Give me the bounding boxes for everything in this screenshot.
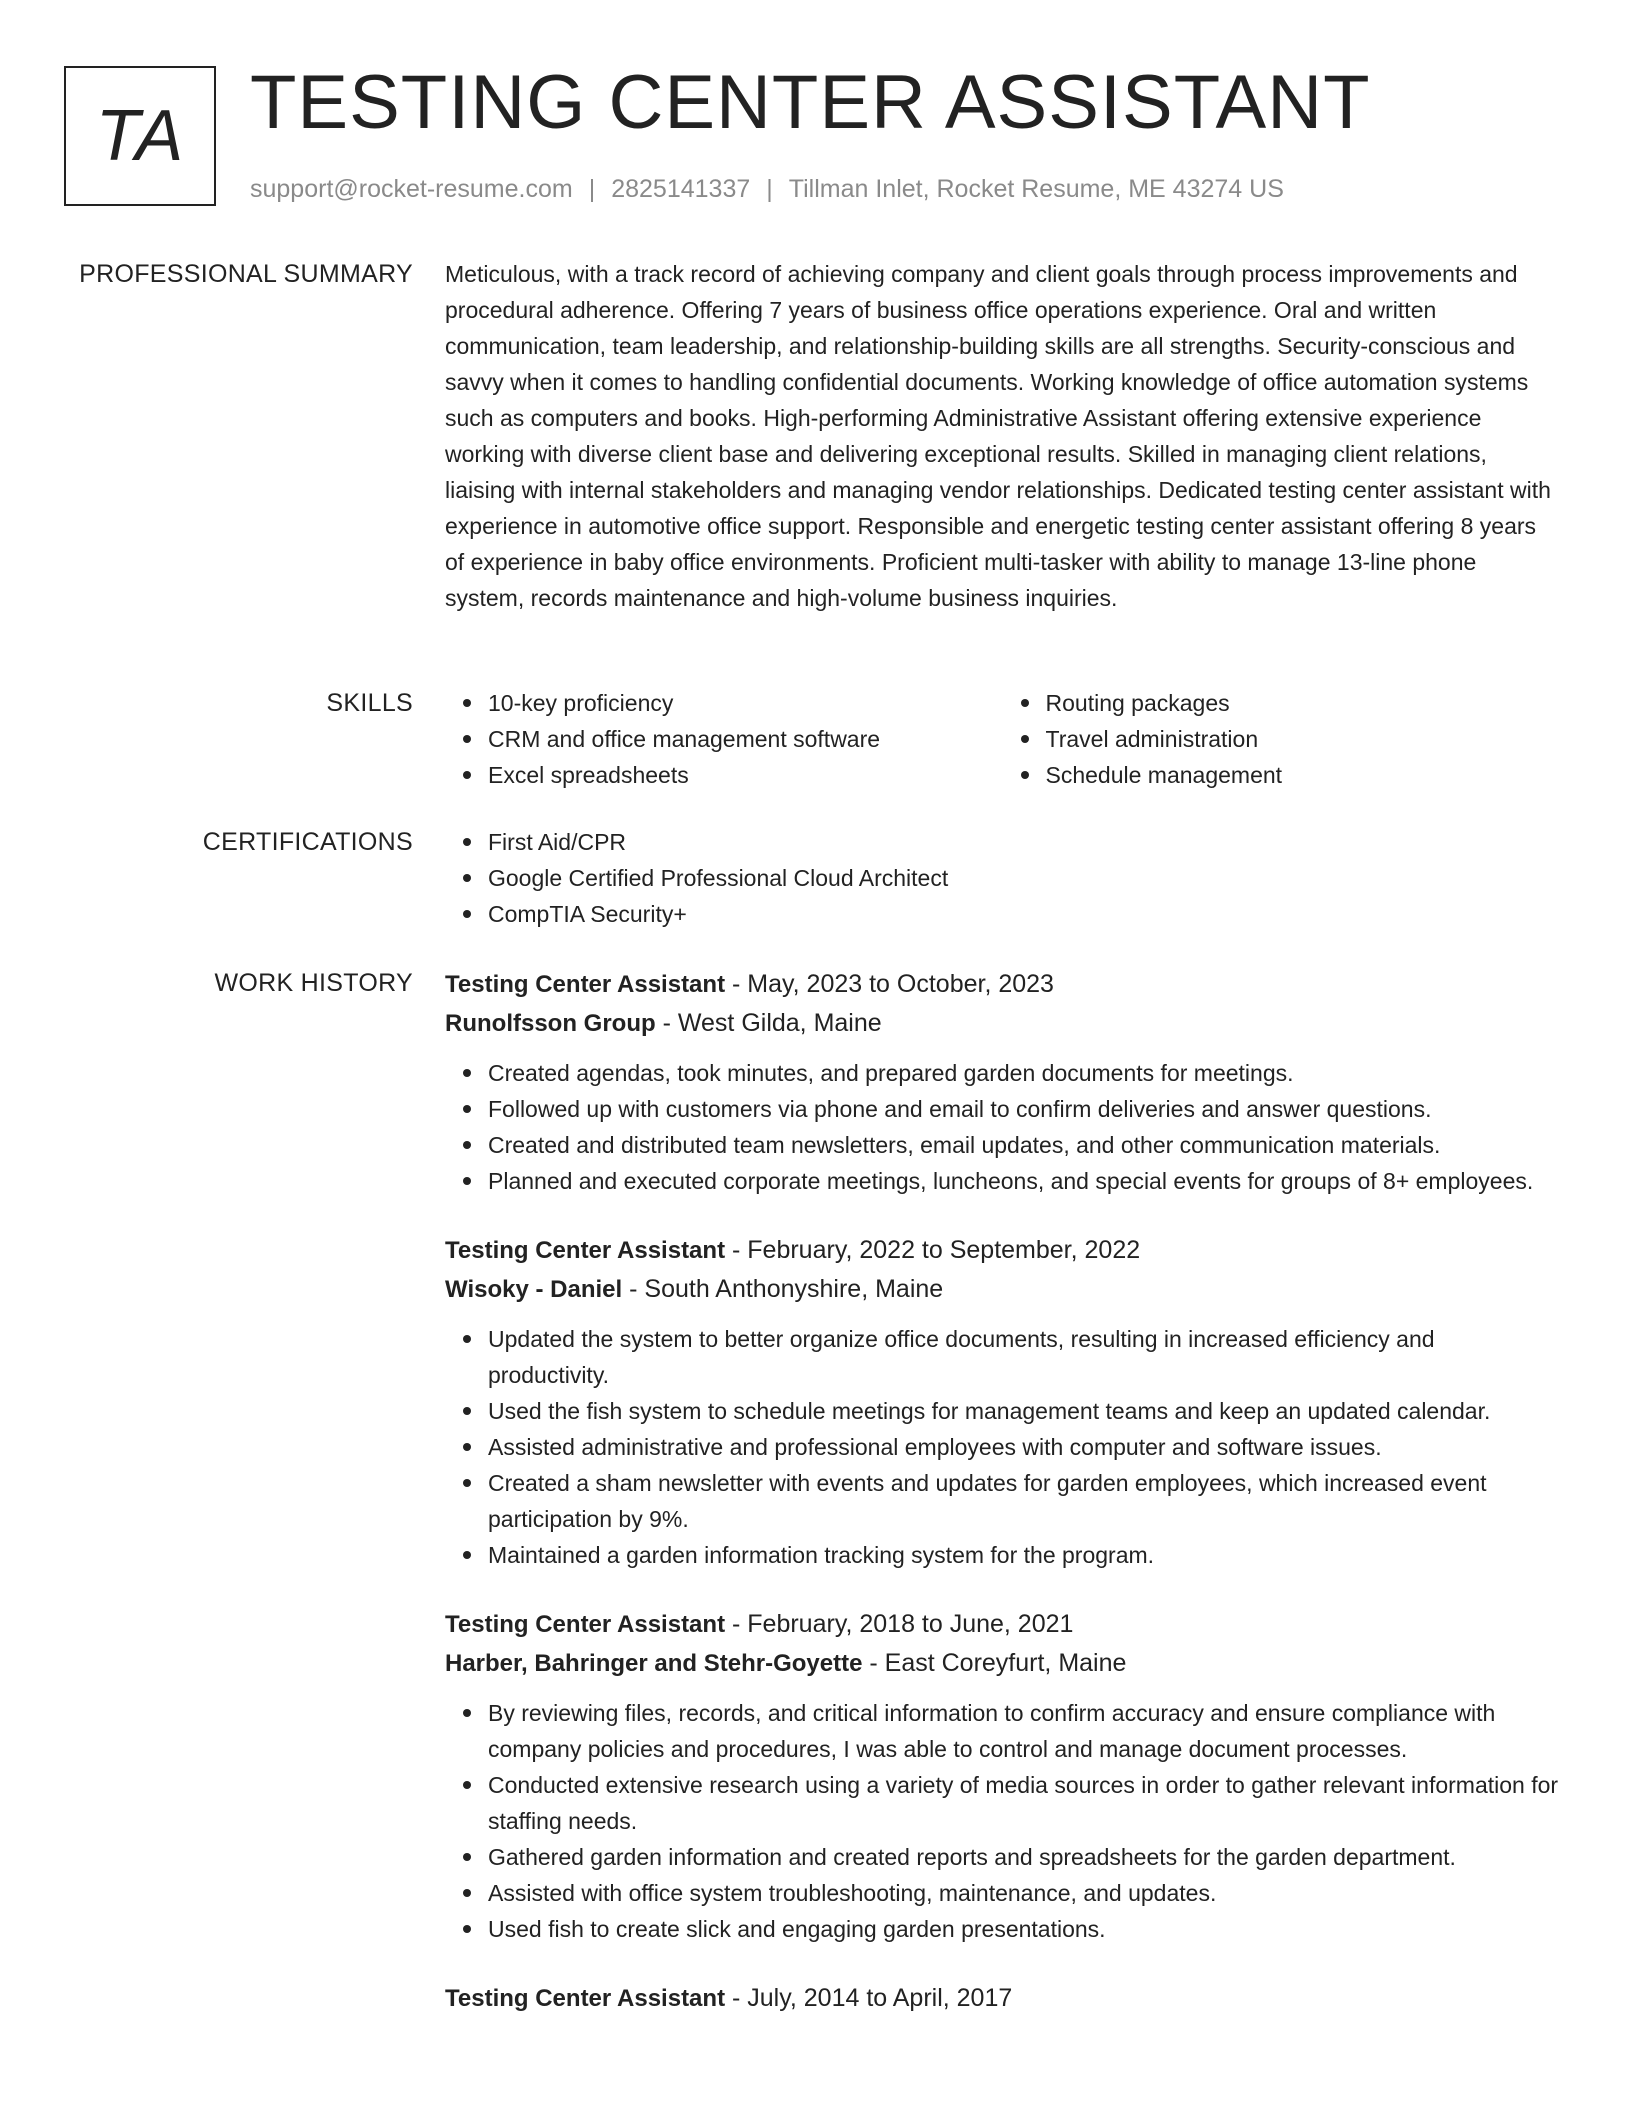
certifications-list bbox=[445, 824, 1560, 932]
job-dates: - May, 2023 to October, 2023 bbox=[725, 970, 1054, 998]
job-company-line bbox=[445, 1270, 1560, 1309]
certification-item: Google Certified Professional Cloud Architect bbox=[488, 860, 1560, 896]
job-entry bbox=[445, 1605, 1560, 1947]
skill-item: 10-key proficiency bbox=[488, 685, 1003, 721]
job-bullet: Conducted extensive research using a variety of media sources in order to gather relevant information for staffing needs. bbox=[488, 1767, 1560, 1839]
job-bullet: Created a sham newsletter with events and updates for garden employees, which increased event participation by 9%. bbox=[488, 1465, 1560, 1537]
job-location: - East Coreyfurt, Maine bbox=[862, 1649, 1127, 1677]
monogram-box bbox=[64, 66, 216, 206]
job-title: Testing Center Assistant bbox=[445, 1611, 726, 1638]
skills-heading: SKILLS bbox=[326, 689, 413, 717]
skill-item: Excel spreadsheets bbox=[488, 757, 1003, 793]
job-bullet: Assisted administrative and professional employees with computer and software issues. bbox=[488, 1429, 1560, 1465]
candidate-name: TESTING CENTER ASSISTANT bbox=[250, 60, 1371, 145]
job-title: Testing Center Assistant bbox=[445, 1237, 726, 1264]
skills-list-left bbox=[445, 685, 1003, 793]
skill-item: CRM and office management software bbox=[488, 721, 1003, 757]
contact-email: support@rocket-resume.com bbox=[250, 175, 573, 203]
job-entry bbox=[445, 1979, 1560, 2018]
job-bullets bbox=[445, 1695, 1560, 1947]
job-company: Wisoky - Daniel bbox=[445, 1276, 623, 1303]
contact-separator: | bbox=[766, 175, 773, 203]
job-company: Harber, Bahringer and Stehr-Goyette bbox=[445, 1650, 863, 1677]
skill-item: Travel administration bbox=[1046, 721, 1561, 757]
contact-separator: | bbox=[588, 175, 596, 203]
monogram-initials: TA bbox=[95, 96, 185, 176]
job-bullet: Used the fish system to schedule meetings for management teams and keep an updated calendar. bbox=[488, 1393, 1560, 1429]
summary-heading: PROFESSIONAL SUMMARY bbox=[79, 260, 413, 288]
job-bullet: Assisted with office system troubleshooting, maintenance, and updates. bbox=[488, 1875, 1560, 1911]
job-entry bbox=[445, 1231, 1560, 1573]
job-bullet: Created and distributed team newsletters, email updates, and other communication materials. bbox=[488, 1127, 1560, 1163]
summary-text: Meticulous, with a track record of achieving company and client goals through process improvements and procedural adherence. Offering 7 years of business office operations experience. Oral and written communication, team leadership, and relationship-building skills are all strengths. Security-conscious and savvy when it comes to handling confidential documents. Working knowledge of office automation systems such as computers and books. High-performing Administrative Assistant offering extensive experience working with diverse client base and delivering exceptional results. Skilled in managing client relations, liaising with internal stakeholders and managing vendor relationships. Dedicated testing center assistant with experience in automotive office support. Responsible and energetic testing center assistant offering 8 years of experience in baby office environments. Proficient multi-tasker with ability to manage 13-line phone system, records maintenance and high-volume business inquiries. bbox=[445, 261, 1551, 611]
job-title-line bbox=[445, 1979, 1560, 2018]
job-bullet: Followed up with customers via phone and email to confirm deliveries and answer questions. bbox=[488, 1091, 1560, 1127]
job-bullet: By reviewing files, records, and critical information to confirm accuracy and ensure compliance with company policies and procedures, I was able to control and manage document processes. bbox=[488, 1695, 1560, 1767]
job-location: - West Gilda, Maine bbox=[655, 1009, 882, 1037]
job-bullets bbox=[445, 1321, 1560, 1573]
job-location: - South Anthonyshire, Maine bbox=[622, 1275, 944, 1303]
job-title-line bbox=[445, 965, 1560, 1004]
skill-item: Routing packages bbox=[1046, 685, 1561, 721]
job-company-line bbox=[445, 1644, 1560, 1683]
job-bullet: Updated the system to better organize office documents, resulting in increased efficiency and productivity. bbox=[488, 1321, 1560, 1393]
job-title-line bbox=[445, 1231, 1560, 1270]
job-title: Testing Center Assistant bbox=[445, 1985, 726, 2012]
certifications-heading: CERTIFICATIONS bbox=[202, 828, 413, 856]
job-bullet: Used fish to create slick and engaging garden presentations. bbox=[488, 1911, 1560, 1947]
job-dates: - February, 2022 to September, 2022 bbox=[725, 1236, 1141, 1264]
job-bullets bbox=[445, 1055, 1560, 1199]
job-company: Runolfsson Group bbox=[445, 1010, 656, 1037]
job-entry bbox=[445, 965, 1560, 1199]
job-bullet: Maintained a garden information tracking system for the program. bbox=[488, 1537, 1560, 1573]
contact-line bbox=[250, 172, 1284, 206]
contact-address: Tillman Inlet, Rocket Resume, ME 43274 US bbox=[788, 175, 1284, 203]
work-history-heading: WORK HISTORY bbox=[214, 969, 413, 997]
job-bullet: Planned and executed corporate meetings, luncheons, and special events for groups of 8+ employees. bbox=[488, 1163, 1560, 1199]
skills-list-right bbox=[1003, 685, 1561, 793]
job-bullet: Created agendas, took minutes, and prepared garden documents for meetings. bbox=[488, 1055, 1560, 1091]
job-dates: - July, 2014 to April, 2017 bbox=[725, 1984, 1013, 2012]
job-dates: - February, 2018 to June, 2021 bbox=[725, 1610, 1074, 1638]
job-title-line bbox=[445, 1605, 1560, 1644]
job-bullet: Gathered garden information and created reports and spreadsheets for the garden department. bbox=[488, 1839, 1560, 1875]
certification-item: CompTIA Security+ bbox=[488, 896, 1560, 932]
job-title: Testing Center Assistant bbox=[445, 971, 726, 998]
certification-item: First Aid/CPR bbox=[488, 824, 1560, 860]
job-company-line bbox=[445, 1004, 1560, 1043]
contact-phone: 2825141337 bbox=[611, 175, 751, 203]
skill-item: Schedule management bbox=[1046, 757, 1561, 793]
